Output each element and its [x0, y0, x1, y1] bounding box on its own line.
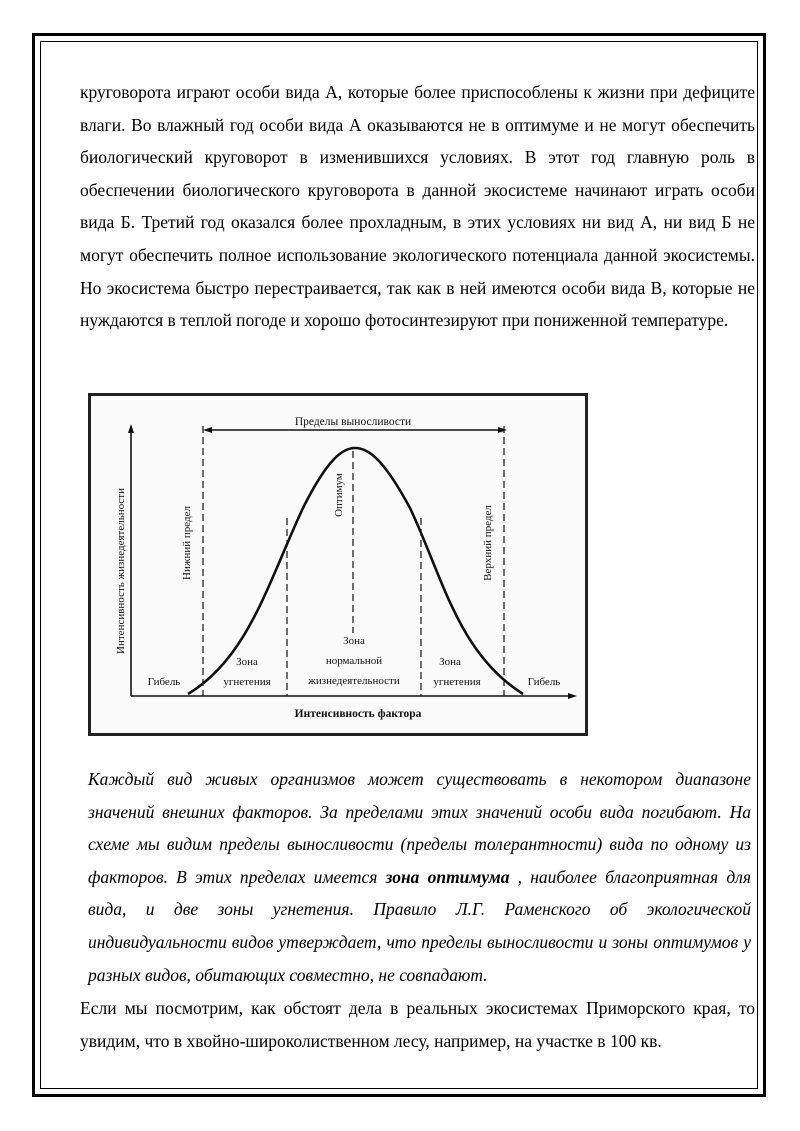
paragraph-1-text: круговорота играют особи вида А, которые более приспособлены к жизни при дефиците влаги. Во влажный год особи вида А оказываются не в оптимуме и не могут обеспечить биологический круговорот в изменившихся условиях. В этот год главную роль в обеспечении биологического круговорота в данной экосистеме начинают играть особи вида Б. Третий год оказался более прохладным, в этих условиях ни вид А, ни вид Б не могут обеспечить полное использование экологического потенциала данной экосистемы. Но экосистема быстро перестраивается, так как в ней имеются особи вида В, которые не нуждаются в теплой погоде и хорошо фотосинтезируют при пониженной температуре. — [80, 82, 755, 331]
upper-limit-label: Верхний предел — [482, 505, 494, 581]
paragraph-3: Если мы посмотрим, как обстоят дела в реальных экосистемах Приморского края, то увидим, что в хвойно-широколиственном лесу, например, на участке в 100 кв. — [80, 998, 755, 1051]
oppression-left-line-2: угнетения — [223, 676, 271, 688]
optimum-zone-term: зона оптимума — [385, 866, 510, 887]
tolerance-diagram-svg — [88, 393, 588, 736]
normal-zone-line-2: нормальной — [325, 655, 383, 667]
tolerance-limits-label: Пределы выносливости — [294, 416, 412, 428]
normal-zone-line-1: Зона — [343, 635, 365, 647]
death-left-label: Гибель — [147, 676, 181, 688]
tolerance-diagram — [88, 393, 588, 736]
oppression-right-line-1: Зона — [439, 656, 461, 668]
lower-limit-label: Нижний предел — [181, 506, 193, 580]
paragraph-1 — [80, 76, 755, 337]
x-axis-label: Интенсивность фактора — [294, 708, 422, 720]
death-right-label: Гибель — [527, 676, 561, 688]
italic-explanation — [88, 763, 751, 991]
normal-zone-line-3: жизнедеятельности — [308, 675, 400, 687]
optimum-label: Оптимум — [333, 473, 345, 517]
oppression-left-line-1: Зона — [236, 656, 258, 668]
italic-text-after: , наиболее благоприятная для вида, и две зоны угнетения. Правило Л.Г. Раменского об экологической индивидуальности видов утверждает, что пределы выносливости и зоны оптимумов у разных видов, обитающих совместно, не совпадают. — [88, 866, 751, 985]
y-axis-label: Интенсивность жизнедеятельности — [115, 488, 127, 654]
oppression-right-line-2: угнетения — [433, 676, 481, 688]
italic-text-before: Каждый вид живых организмов может существовать в некотором диапазоне значений внешних факторов. За пределами этих значений особи вида погибают. На схеме мы видим пределы выносливости (пределы толерантности) вида по одному из факторов. В этих пределах имеется — [88, 769, 751, 887]
